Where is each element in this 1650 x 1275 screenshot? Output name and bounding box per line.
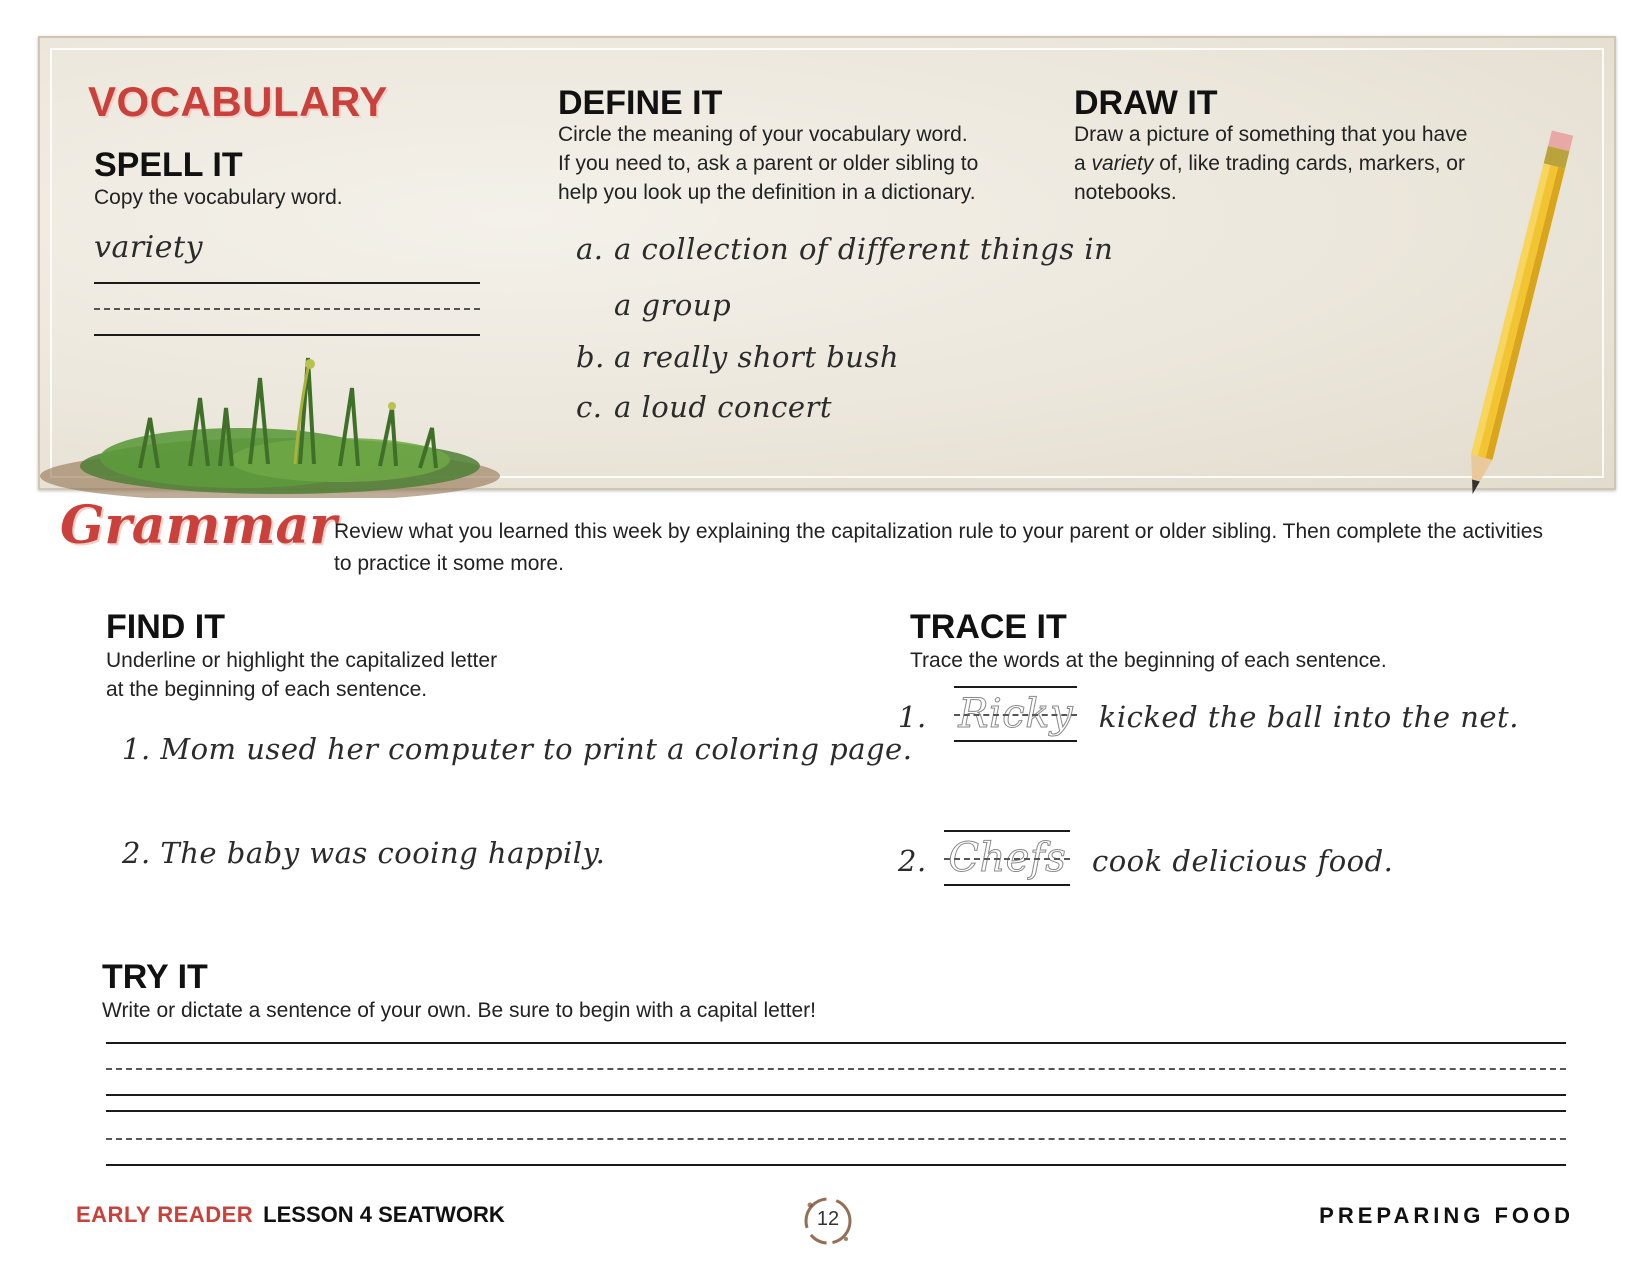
spell-line-bottom[interactable] — [94, 334, 480, 336]
writing-line-2-top — [106, 1110, 1566, 1112]
choice-b-text: a really short bush — [614, 340, 900, 374]
writing-line-2-bottom — [106, 1164, 1566, 1166]
choice-c-text: a loud concert — [614, 390, 833, 424]
spell-it-word: variety — [94, 230, 204, 265]
draw-it-line-1: Draw a picture of something that you have — [1074, 123, 1468, 146]
trace-it-heading: TRACE IT — [910, 608, 1067, 646]
define-it-line-2: If you need to, ask a parent or older sibling to — [558, 152, 979, 175]
spell-it-heading: SPELL IT — [94, 146, 243, 184]
choice-c-letter: c. — [576, 390, 603, 424]
grass-illustration — [40, 348, 600, 498]
trace-it-item-2 — [898, 830, 1393, 886]
choice-b[interactable] — [576, 340, 899, 374]
try-it-instruction: Write or dictate a sentence of your own. Be sure to begin with a capital letter! — [102, 999, 816, 1022]
define-it-line-3: help you look up the definition in a dictionary. — [558, 181, 976, 204]
footer-series-name: EARLY READER — [76, 1202, 254, 1227]
define-it-heading: DEFINE IT — [558, 84, 723, 122]
pencil-icon — [1460, 108, 1580, 508]
writing-line-2-mid — [106, 1138, 1566, 1140]
spell-line-middle — [94, 308, 480, 310]
draw-it-instruction — [1074, 120, 1514, 207]
grammar-title: Grammar — [60, 495, 337, 556]
find-it-line-2: at the beginning of each sentence. — [106, 678, 428, 701]
find-it-sentence-1[interactable]: 1. Mom used her computer to print a coloring page. — [122, 732, 913, 766]
draw-it-line-2-post: of, like trading cards, markers, or — [1153, 152, 1465, 175]
choice-c[interactable] — [576, 390, 832, 424]
trace-it-item-1 — [898, 686, 1519, 742]
draw-it-line-3: notebooks. — [1074, 181, 1177, 204]
define-it-line-1: Circle the meaning of your vocabulary word. — [558, 123, 968, 146]
draw-it-vocab-word: variety — [1091, 152, 1154, 175]
vocabulary-card — [38, 36, 1616, 490]
spell-line-top — [94, 282, 480, 284]
choice-a-letter: a. — [576, 232, 604, 266]
spell-it-instruction: Copy the vocabulary word. — [94, 186, 343, 209]
writing-line-1-bottom — [106, 1094, 1566, 1096]
find-it-line-1: Underline or highlight the capitalized letter — [106, 649, 498, 672]
choice-a[interactable] — [576, 232, 1113, 266]
draw-it-line-2-pre: a — [1074, 152, 1092, 175]
try-it-heading: TRY IT — [102, 958, 208, 996]
footer-series — [76, 1202, 505, 1228]
page-number-badge — [800, 1193, 856, 1249]
trace-item-1-number: 1. — [898, 700, 927, 734]
trace-item-2-number: 2. — [898, 844, 927, 878]
writing-line-1-mid — [106, 1068, 1566, 1070]
draw-it-line-2 — [1074, 149, 1514, 178]
trace-it-instruction: Trace the words at the beginning of each sentence. — [910, 649, 1387, 672]
trace-word-2[interactable]: Chefs — [944, 830, 1070, 886]
trace-item-1-rest: kicked the ball into the net. — [1098, 700, 1519, 734]
find-it-heading: FIND IT — [106, 608, 225, 646]
footer-topic: PREPARING FOOD — [1319, 1203, 1574, 1228]
writing-line-1-top — [106, 1042, 1566, 1044]
choice-b-letter: b. — [576, 340, 605, 374]
trace-word-1[interactable]: Ricky — [954, 686, 1077, 742]
vocabulary-title: VOCABULARY — [88, 78, 388, 125]
footer-lesson: LESSON 4 SEATWORK — [263, 1202, 505, 1227]
find-it-instruction — [106, 646, 566, 704]
trace-item-2-rest: cook delicious food. — [1091, 844, 1394, 878]
find-it-sentence-2[interactable]: 2. The baby was cooing happily. — [122, 836, 606, 870]
page-number: 12 — [816, 1208, 840, 1230]
choice-a-continued[interactable]: a group — [614, 288, 732, 322]
drawing-area[interactable] — [1060, 218, 1450, 468]
define-it-instruction — [558, 120, 1018, 207]
grammar-intro: Review what you learned this week by explaining the capitalization rule to your parent or older sibling. Then complete the activities to practice it some more. — [334, 520, 1543, 575]
choice-a-text-line1: a collection of different things in — [614, 232, 1114, 266]
draw-it-heading: DRAW IT — [1074, 84, 1218, 122]
